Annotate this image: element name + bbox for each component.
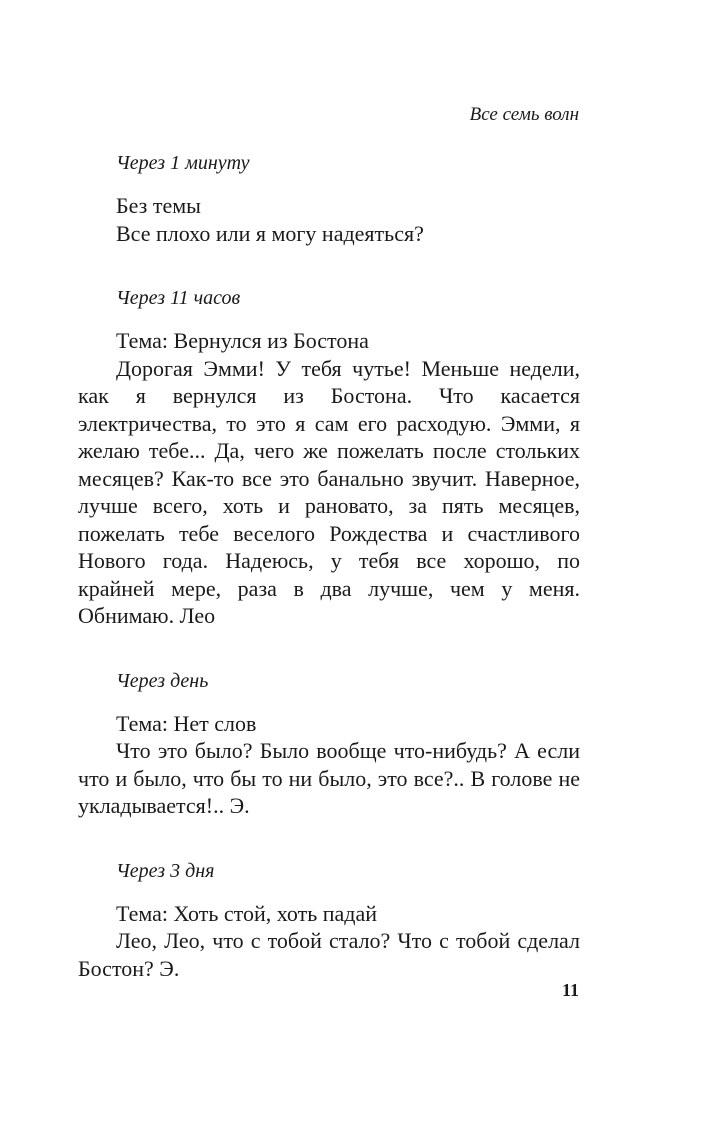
time-heading: Через день bbox=[116, 669, 209, 692]
message-body: Все плохо или я могу надеяться? bbox=[116, 220, 424, 246]
time-heading: Через 11 часов bbox=[116, 287, 241, 309]
message-subject: Без темы bbox=[116, 193, 201, 218]
message-body: Дорогая Эмми! У тебя чутье! Меньше недели, как я вернулся из Бостона. Что касается электричества, то это я сам его расходую. Эмми, я желаю тебе... Да, чего же пожелать после стольких месяцев? Как-то все это банально звучит. Наверное, лучше всего, хоть и рановато, за пять месяцев, пожелать тебе веселого Рождества и счастливого Нового года. Надеюсь, у тебя все хорошо, по крайней мере, раза в два лучше, чем у меня. Обнимаю. Лео bbox=[78, 355, 580, 628]
time-heading: Через 3 дня bbox=[116, 859, 215, 882]
page-number: 11 bbox=[561, 980, 579, 1000]
message-subject: Тема: Нет слов bbox=[116, 710, 257, 736]
message-section bbox=[78, 150, 580, 247]
message-body: Лео, Лео, что с тобой стало? Что с тобой сделал Бостон? Э. bbox=[78, 928, 580, 981]
message-section bbox=[78, 668, 580, 820]
message-section bbox=[78, 285, 580, 630]
message-body: Что это было? Было вообще что-нибудь? А если что и было, что бы то ни было, это все?.. В голове не укладывается!.. Э. bbox=[78, 738, 580, 818]
page-text bbox=[78, 150, 580, 1020]
running-header: Все семь волн bbox=[469, 104, 579, 125]
time-heading: Через 1 минуту bbox=[116, 152, 250, 174]
message-subject: Тема: Хоть стой, хоть падай bbox=[116, 900, 378, 926]
message-section bbox=[78, 858, 580, 983]
message-subject: Тема: Вернулся из Бостона bbox=[116, 328, 369, 353]
